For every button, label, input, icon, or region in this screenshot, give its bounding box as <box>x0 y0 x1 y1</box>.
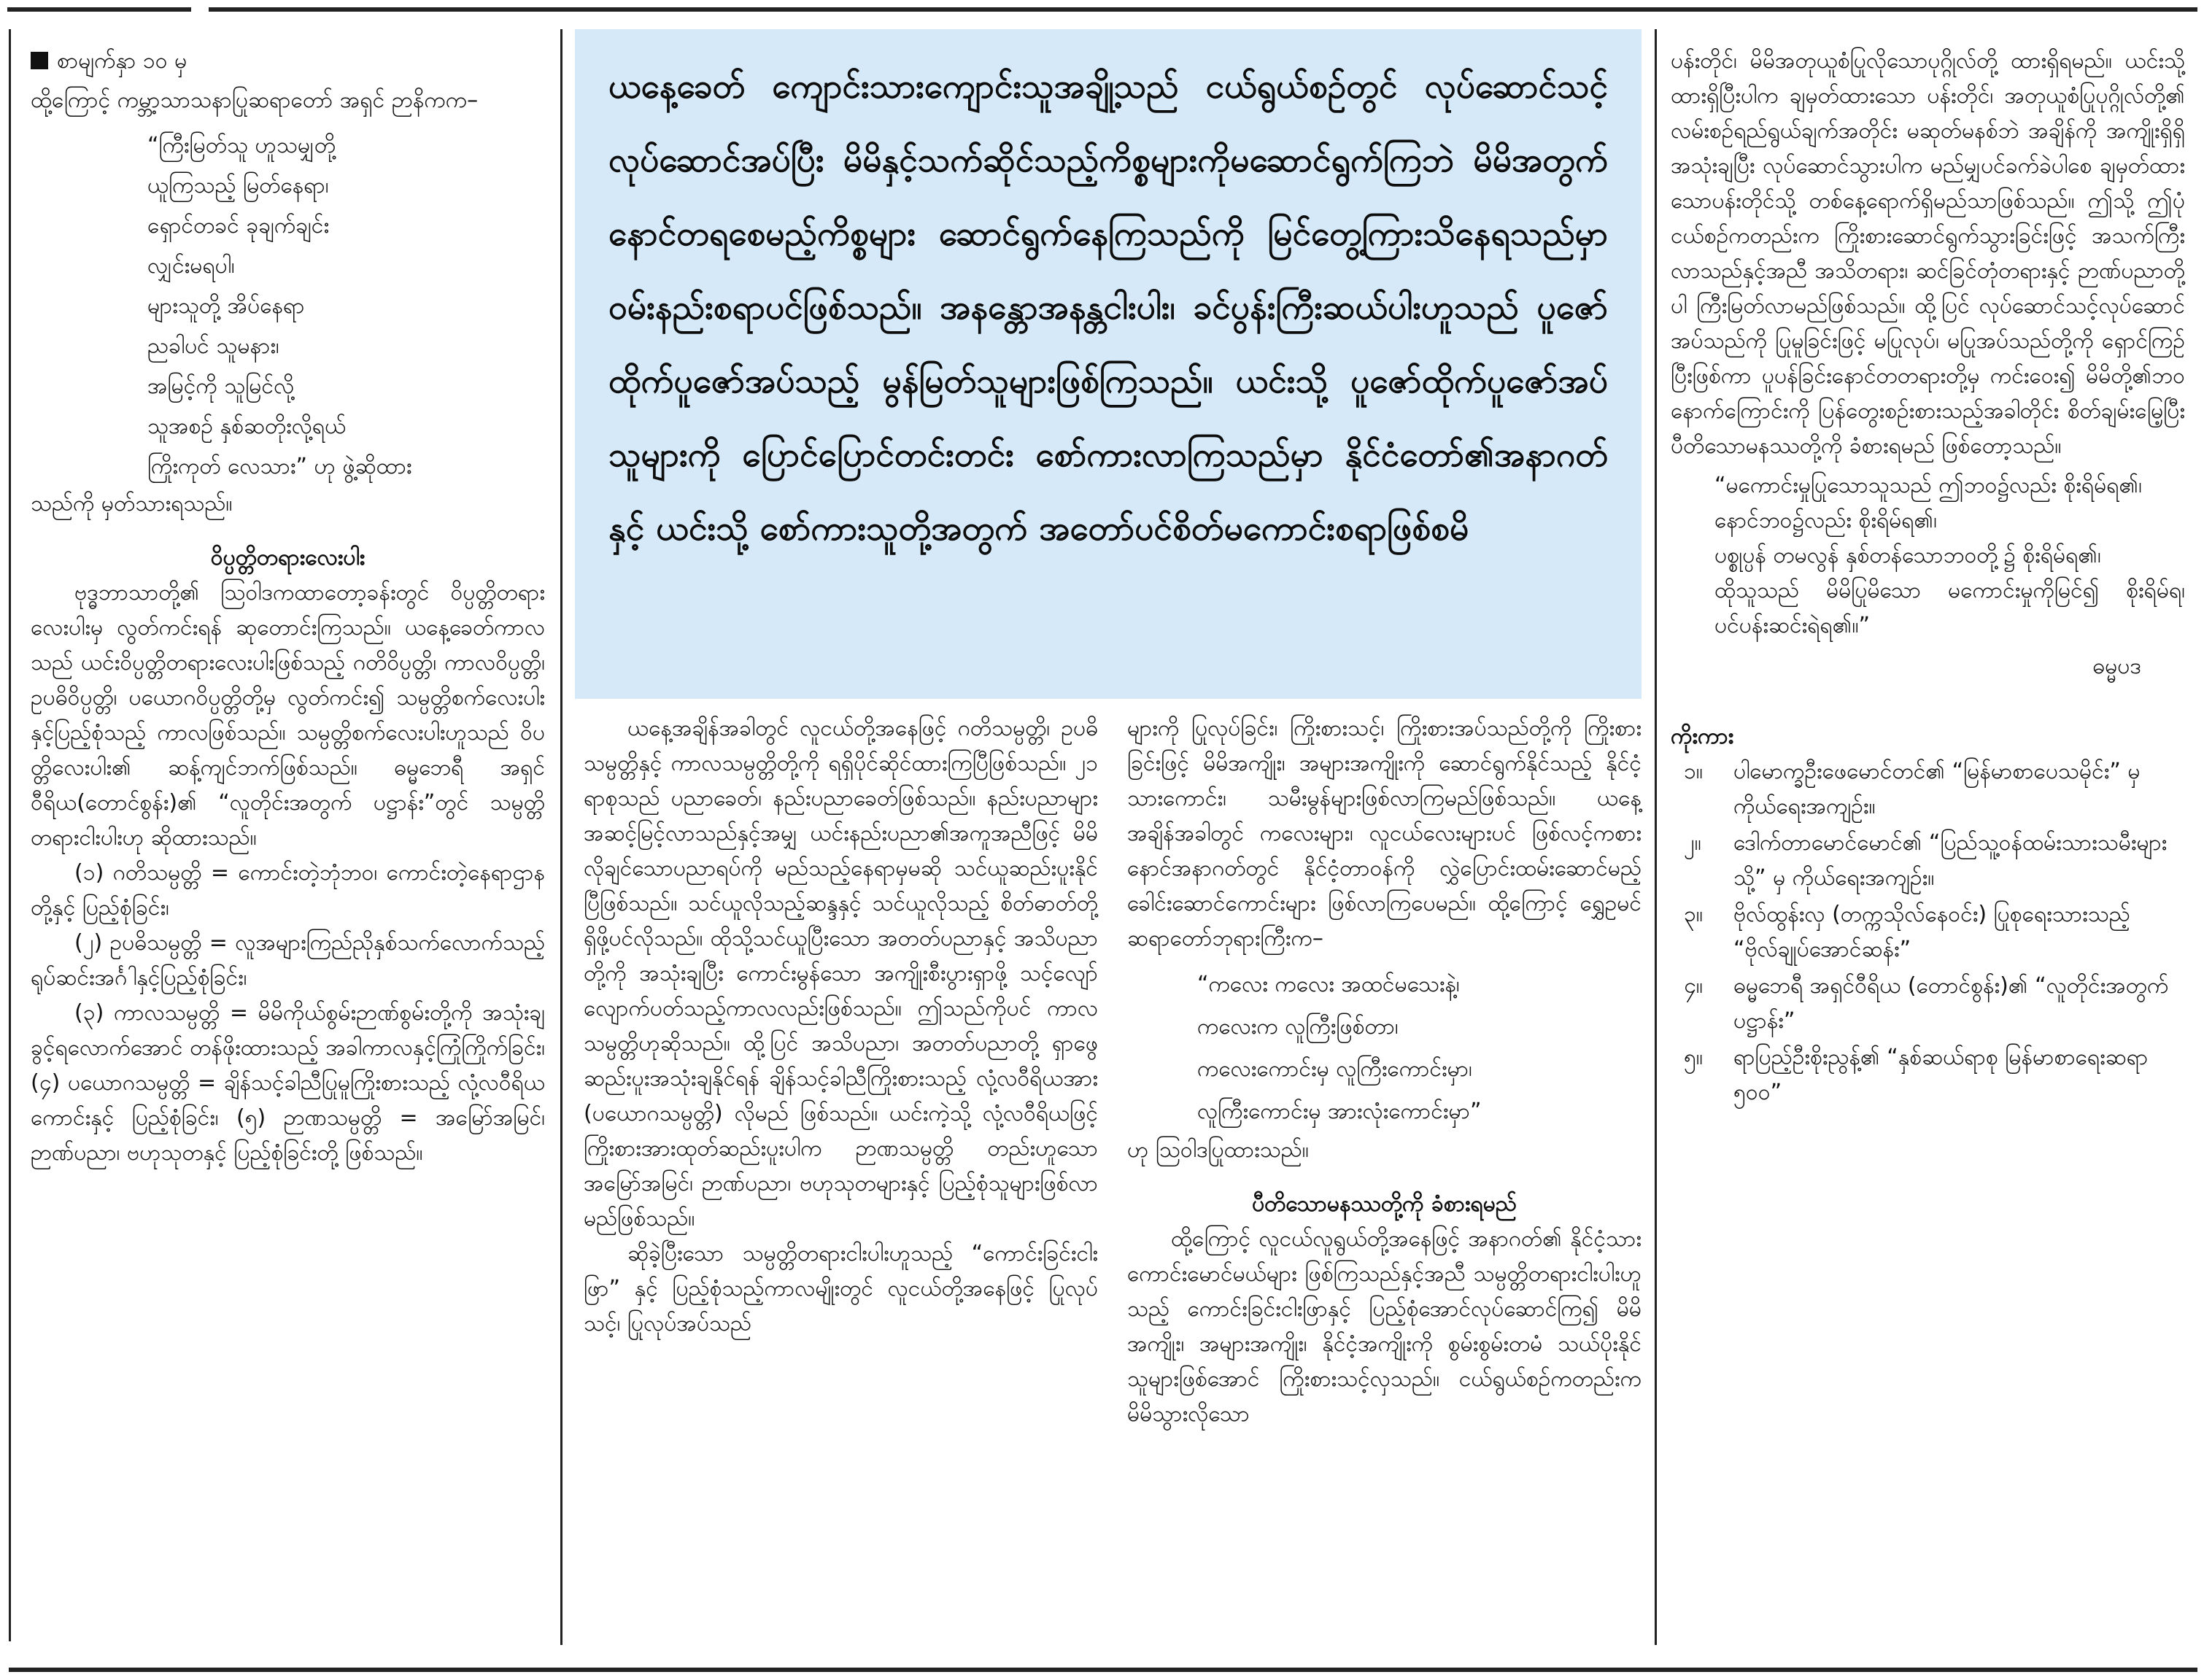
references-heading: ကိုးကား <box>1671 724 1734 749</box>
verse-line: “ကြီးမြတ်သူ ဟူသမျှတို့ <box>147 133 336 158</box>
body-paragraph: ဆိုခဲ့ပြီးသော သမ္ပတ္တိတရားငါးပါးဟူသည့် “ကောင်းခြင်းငါးဖြာ” နှင့် ပြည့်စုံသည့်ကာလမျိုးတွင် လူငယ်တို့အနေဖြင့် ပြုလုပ်သင့်၊ ပြုလုပ်အပ်သည် <box>584 1241 1098 1336</box>
column-4 <box>1671 44 2185 1112</box>
continued-from-line <box>31 44 545 79</box>
quote-line: ထိုသူသည် မိမိပြုမိသော မကောင်းမှုကိုမြင်၍ စိုးရိမ်ရ၊ ပင်ပန်းဆင်းရဲရ၏။” <box>1714 578 2185 638</box>
after-verse-text: သည်ကို မှတ်သားရသည်။ <box>31 491 233 516</box>
quote-source: ဓမ္မပဒ <box>2092 654 2141 679</box>
quote-block <box>1671 468 2185 643</box>
column-2 <box>584 711 1098 1342</box>
reference-number: ၅။ <box>1684 1045 1703 1070</box>
verse-line: ညခါပင် သူမနား၊ <box>147 333 279 359</box>
body-paragraph: (၃) ကာလသမ္ပတ္တိ = မိမိကိုယ်စွမ်းဉာဏ်စွမ်းတို့ကို အသုံးချခွင့်ရလောက်အောင် တန်ဖိုးထားသည့် အခါကာလနှင့်ကြုံကြိုက်ခြင်း၊ (၄) ပယောဂသမ္ပတ္တိ = ချိန်သင့်ခါညီပြုမူကြိုးစားသည့် လုံ့လဝီရိယ ကောင်းနှင့် ပြည့်စုံခြင်း၊ (၅) ဉာဏသမ္ပတ္တိ = အမြော်အမြင်၊ ဉာဏ်ပညာ၊ ဗဟုသုတနှင့် ပြည့်စုံခြင်းတို့ ဖြစ်သည်။ <box>31 1000 545 1166</box>
section-heading: ပီတိသောမနဿတို့ကို ခံစားရမည် <box>1252 1191 1517 1217</box>
reference-number: ၃။ <box>1684 902 1703 927</box>
reference-number: ၁။ <box>1684 759 1703 784</box>
verse-block <box>31 125 545 487</box>
verse-line: အမြင့်ကို သူမြင်လို့ <box>147 373 295 399</box>
reference-text: ဗိုလ်ထွန်းလှ (တက္ကသိုလ်နေဝင်း) ပြုစုရေးသားသည့် “ဗိုလ်ချုပ်အောင်ဆန်း” <box>1733 902 2130 962</box>
column-1 <box>31 44 545 1171</box>
body-paragraph: ဗုဒ္ဓဘာသာတို့၏ ဩဝါဒကထာတော့ခန်းတွင် ဝိပ္ပတ္တိတရားလေးပါးမှ လွတ်ကင်းရန် ဆုတောင်းကြသည်။ ယနေ့ခေတ်ကာလသည် ယင်းဝိပ္ပတ္တိတရားလေးပါးဖြစ်သည့် ဂတိဝိပ္ပတ္တိ၊ ကာလဝိပ္ပတ္တိ၊ ဥပဓိဝိပ္ပတ္တိ၊ ပယောဂဝိပ္ပတ္တိတို့မှ လွတ်ကင်း၍ သမ္ပတ္တိစက်လေးပါးနှင့်ပြည့်စုံသည့် ကာလဖြစ်သည်။ သမ္ပတ္တိစက်လေးပါးဟူသည် ဝိပတ္တိလေးပါး၏ ဆန့်ကျင်ဘက်ဖြစ်သည်။ ဓမ္မဘေရီ အရှင်ဝီရိယ(တောင်စွန်း)၏ “လူတိုင်းအတွက် ပဋ္ဌာန်း”တွင် သမ္ပတ္တိတရားငါးပါးဟု ဆိုထားသည်။ <box>31 580 545 851</box>
reference-number: ၂။ <box>1684 830 1701 856</box>
body-paragraph: (၂) ဥပဓိသမ္ပတ္တိ = လူအများကြည်ညိုနှစ်သက်လောက်သည့် ရုပ်ဆင်းအင်္ဂါနှင့်ပြည့်စုံခြင်း၊ <box>31 930 545 991</box>
body-paragraph: ပန်းတိုင်၊ မိမိအတုယူစံပြုလိုသောပုဂ္ဂိုလ်တို့ ထားရှိရမည်။ ယင်းသို့ထားရှိပြီးပါက ချမှတ်ထားသော ပန်းတိုင်၊ အတုယူစံပြုပုဂ္ဂိုလ်တို့၏ လမ်းစဉ်ရည်ရွယ်ချက်အတိုင်း မဆုတ်မနစ်ဘဲ အချိန်ကို အကျိုးရှိရှိအသုံးချပြီး လုပ်ဆောင်သွားပါက မည်မျှပင်ခက်ခဲပါစေ ချမှတ်ထားသောပန်းတိုင်သို့ တစ်နေ့ရောက်ရှိမည်သာဖြစ်သည်။ ဤသို့ ဤပုံ ငယ်စဉ်ကတည်းက ကြိုးစားဆောင်ရွက်သွားခြင်းဖြင့် အသက်ကြီးလာသည်နှင့်အညီ အသိတရား၊ ဆင်ခြင်တုံတရားနှင့် ဉာဏ်ပညာတို့ပါ ကြီးမြတ်လာမည်ဖြစ်သည်။ ထို့ပြင် လုပ်ဆောင်သင့်လုပ်ဆောင်အပ်သည်ကို ပြုမူခြင်းဖြင့် မပြုလုပ်၊ မပြုအပ်သည်တို့ကို ရှောင်ကြဉ်ပြီးဖြစ်ကာ ပူပန်ခြင်းနောင်တတရားတို့မှ ကင်းဝေး၍ မိမိတို့၏ဘဝနောက်ကြောင်းကို ပြန်တွေးစဉ်းစားသည့်အခါတိုင်း စိတ်ချမ်းမြေ့ပြီး ပီတိသောမနဿတို့ကို ခံစားရမည် ဖြစ်တော့သည်။ <box>1671 48 2185 459</box>
column-divider-1 <box>560 29 562 1645</box>
reference-item <box>1671 826 2185 896</box>
reference-item <box>1671 897 2185 967</box>
quote-line: ပစ္စုပ္ပန် တမလွန် နှစ်တန်သောဘဝတို့၌ စိုးရိမ်ရ၏၊ <box>1714 543 2101 568</box>
body-paragraph: များကို ပြုလုပ်ခြင်း၊ ကြိုးစားသင့်၊ ကြိုးစားအပ်သည်တို့ကို ကြိုးစားခြင်းဖြင့် မိမိအကျိုး၊ အများအကျိုးကို ဆောင်ရွက်နိုင်သည့် နိုင်ငံ့သားကောင်း၊ သမီးမွန်များဖြစ်လာကြမည်ဖြစ်သည်။ ယနေ့အချိန်အခါတွင် ကလေးများ၊ လူငယ်လေးများပင် ဖြစ်လင့်ကစား နောင်အနာဂတ်တွင် နိုင်ငံ့တာဝန်ကို လွှဲပြောင်းထမ်းဆောင်မည့် ခေါင်းဆောင်ကောင်းများ ဖြစ်လာကြပေမည်။ ထို့ကြောင့် ရွှေဥမင်ဆရာတော်ဘုရားကြီးက– <box>1127 716 1642 951</box>
verse-line: လျှင်းမရပါ၊ <box>147 253 235 279</box>
pull-quote-box <box>575 29 1642 699</box>
section-heading: ဝိပ္ပတ္တိတရားလေးပါး <box>210 545 366 570</box>
quote-line: နောင်ဘဝ၌လည်း စိုးရိမ်ရ၏၊ <box>1714 508 1937 533</box>
verse-line: ကြိုးကုတ် လေသား” ဟု ဖွဲ့ဆိုထား <box>147 454 412 479</box>
top-rule-left <box>7 7 191 12</box>
verse-line: ကလေးက လူကြီးဖြစ်တာ၊ <box>1197 1014 1399 1040</box>
verse-line: ရှောင်တခင် ခုချက်ချင်း <box>147 213 330 239</box>
top-rule-right <box>209 7 2197 12</box>
reference-item <box>1671 754 2185 824</box>
references-list <box>1671 754 2185 1110</box>
reference-text: ဓမ္မဘေရီ အရှင်ဝီရိယ (တောင်စွန်း)၏ “လူတိုင်းအတွက် ပဋ္ဌာန်း” <box>1733 973 2169 1034</box>
verse-block <box>1127 964 1642 1133</box>
verse-line: ကလေးကောင်းမှ လူကြီးကောင်းမှာ၊ <box>1197 1056 1472 1082</box>
continued-from-label: စာမျက်နှာ ၁၀ မှ <box>57 48 187 74</box>
left-border <box>9 29 11 1641</box>
reference-item <box>1671 1040 2185 1110</box>
verse-line: များသူတို့ အိပ်နေရာ <box>147 293 305 319</box>
intro-text: ထို့ကြောင့် ကမ္ဘာ့သာသနာပြုဆရာတော် အရှင် ဉာနိကက– <box>31 88 479 113</box>
reference-number: ၄။ <box>1684 973 1703 999</box>
body-paragraph: ယနေ့အချိန်အခါတွင် လူငယ်တို့အနေဖြင့် ဂတိသမ္ပတ္တိ၊ ဥပဓိသမ္ပတ္တိနှင့် ကာလသမ္ပတ္တိတို့ကို ရရှိပိုင်ဆိုင်ထားကြပြီဖြစ်သည်။ ၂၁ ရာစုသည် ပညာခေတ်၊ နည်းပညာခေတ်ဖြစ်သည်။ နည်းပညာများ အဆင့်မြင့်လာသည်နှင့်အမျှ ယင်းနည်းပညာ၏အကူအညီဖြင့် မိမိလိုချင်သောပညာရပ်ကို မည်သည့်နေရာမှမဆို သင်ယူဆည်းပူးနိုင်ပြီဖြစ်သည်။ သင်ယူလိုသည့်ဆန္ဒနှင့် သင်ယူလိုသည့် စိတ်ဓာတ်တို့ရှိဖို့ပင်လိုသည်။ ထိုသို့သင်ယူပြီးသော အတတ်ပညာနှင့် အသိပညာတို့ကို အသုံးချပြီး ကောင်းမွန်သော အကျိုးစီးပွားရှာဖို့ သင့်လျော်လျောက်ပတ်သည့်ကာလလည်းဖြစ်သည်။ ဤသည်ကိုပင် ကာလသမ္ပတ္တိဟုဆိုသည်။ ထို့ပြင် အသိပညာ၊ အတတ်ပညာတို့ ရှာဖွေဆည်းပူးအသုံးချနိုင်ရန် ချိန်သင့်ခါညီကြိုးစားသည့် လုံ့လဝီရိယအား (ပယောဂသမ္ပတ္တိ) လိုမည် ဖြစ်သည်။ ယင်းကဲ့သို့ လုံ့လဝီရိယဖြင့် ကြိုးစားအားထုတ်ဆည်းပူးပါက ဉာဏသမ္ပတ္တိ တည်းဟူသော အမြော်အမြင်၊ ဉာဏ်ပညာ၊ ဗဟုသုတများနှင့် ပြည့်စုံသူများဖြစ်လာမည်ဖြစ်သည်။ <box>584 716 1098 1231</box>
after-verse-text: ဟု ဩဝါဒပြုထားသည်။ <box>1127 1137 1309 1163</box>
reference-item <box>1671 969 2185 1039</box>
verse-line: “ကလေး ကလေး အထင်မသေးနဲ့၊ <box>1197 972 1460 997</box>
quote-line: “မကောင်းမှုပြုသောသူသည် ဤဘဝ၌လည်း စိုးရိမ်ရ၏၊ <box>1714 473 2142 498</box>
reference-text: ရာပြည့်ဦးစိုးညွန့်၏ “နှစ်ဆယ်ရာစု မြန်မာစာရေးဆရာ ၅၀၀” <box>1733 1045 2149 1105</box>
reference-text: ပါမောက္ခဦးဖေမောင်တင်၏ “မြန်မာစာပေသမိုင်း” မှ ကိုယ်ရေးအကျဉ်း။ <box>1733 759 2141 819</box>
column-divider-3 <box>1655 29 1657 1645</box>
body-paragraph: ထို့ကြောင့် လူငယ်လူရွယ်တို့အနေဖြင့် အနာဂတ်၏ နိုင်ငံ့သားကောင်းမောင်မယ်များ ဖြစ်ကြသည်နှင့်အညီ သမ္ပတ္တိတရားငါးပါးဟူသည့် ကောင်းခြင်းငါးဖြာနှင့် ပြည့်စုံအောင်လုပ်ဆောင်ကြ၍ မိမိအကျိုး၊ အများအကျိုး၊ နိုင်ငံ့အကျိုးကို စွမ်းစွမ်းတမံ သယ်ပိုးနိုင်သူများဖြစ်အောင် ကြိုးစားသင့်လှသည်။ ငယ်ရွယ်စဉ်ကတည်းက မိမိသွားလိုသော <box>1127 1226 1642 1427</box>
continued-marker-icon <box>31 52 48 69</box>
verse-line: ယူကြသည့် မြတ်နေရာ၊ <box>147 173 329 198</box>
reference-text: ဒေါက်တာမောင်မောင်၏ “ပြည်သူ့ဝန်ထမ်းသားသမီးများသို့” မှ ကိုယ်ရေးအကျဉ်း။ <box>1733 830 2168 891</box>
pull-quote-text: ယနေ့ခေတ် ကျောင်းသားကျောင်းသူအချို့သည် ငယ်ရွယ်စဉ်တွင် လုပ်ဆောင်သင့်လုပ်ဆောင်အပ်ပြီး မိမိနှင့်သက်ဆိုင်သည့်ကိစ္စများကိုမဆောင်ရွက်ကြဘဲ မိမိအတွက် နောင်တရစေမည့်ကိစ္စများ ဆောင်ရွက်နေကြသည်ကို မြင်တွေ့ကြားသိနေရသည်မှာ ဝမ်းနည်းစရာပင်ဖြစ်သည်။ အနန္တောအနန္တငါးပါး၊ ခင်ပွန်းကြီးဆယ်ပါးဟူသည် ပူဇော်ထိုက်ပူဇော်အပ်သည့် မွန်မြတ်သူများဖြစ်ကြသည်။ ယင်းသို့ ပူဇော်ထိုက်ပူဇော်အပ်သူများကို ပြောင်ပြောင်တင်းတင်း စော်ကားလာကြသည်မှာ နိုင်ငံတော်၏အနာဂတ်နှင့် ယင်းသို့ စော်ကားသူတို့အတွက် အတော်ပင်စိတ်မကောင်းစရာဖြစ်စမိ <box>608 66 1608 548</box>
verse-line: သူအစဉ် နှစ်ဆတိုးလို့ရယ် <box>147 414 347 439</box>
column-3 <box>1127 711 1642 1432</box>
bottom-rule <box>9 1668 2197 1672</box>
verse-line: လူကြီးကောင်းမှ အားလုံးကောင်းမှာ” <box>1197 1099 1482 1124</box>
body-paragraph: (၁) ဂတိသမ္ပတ္တိ = ကောင်းတဲ့ဘုံဘဝ၊ ကောင်းတဲ့နေရာဌာနတို့နှင့် ပြည့်စုံခြင်း၊ <box>31 860 545 921</box>
